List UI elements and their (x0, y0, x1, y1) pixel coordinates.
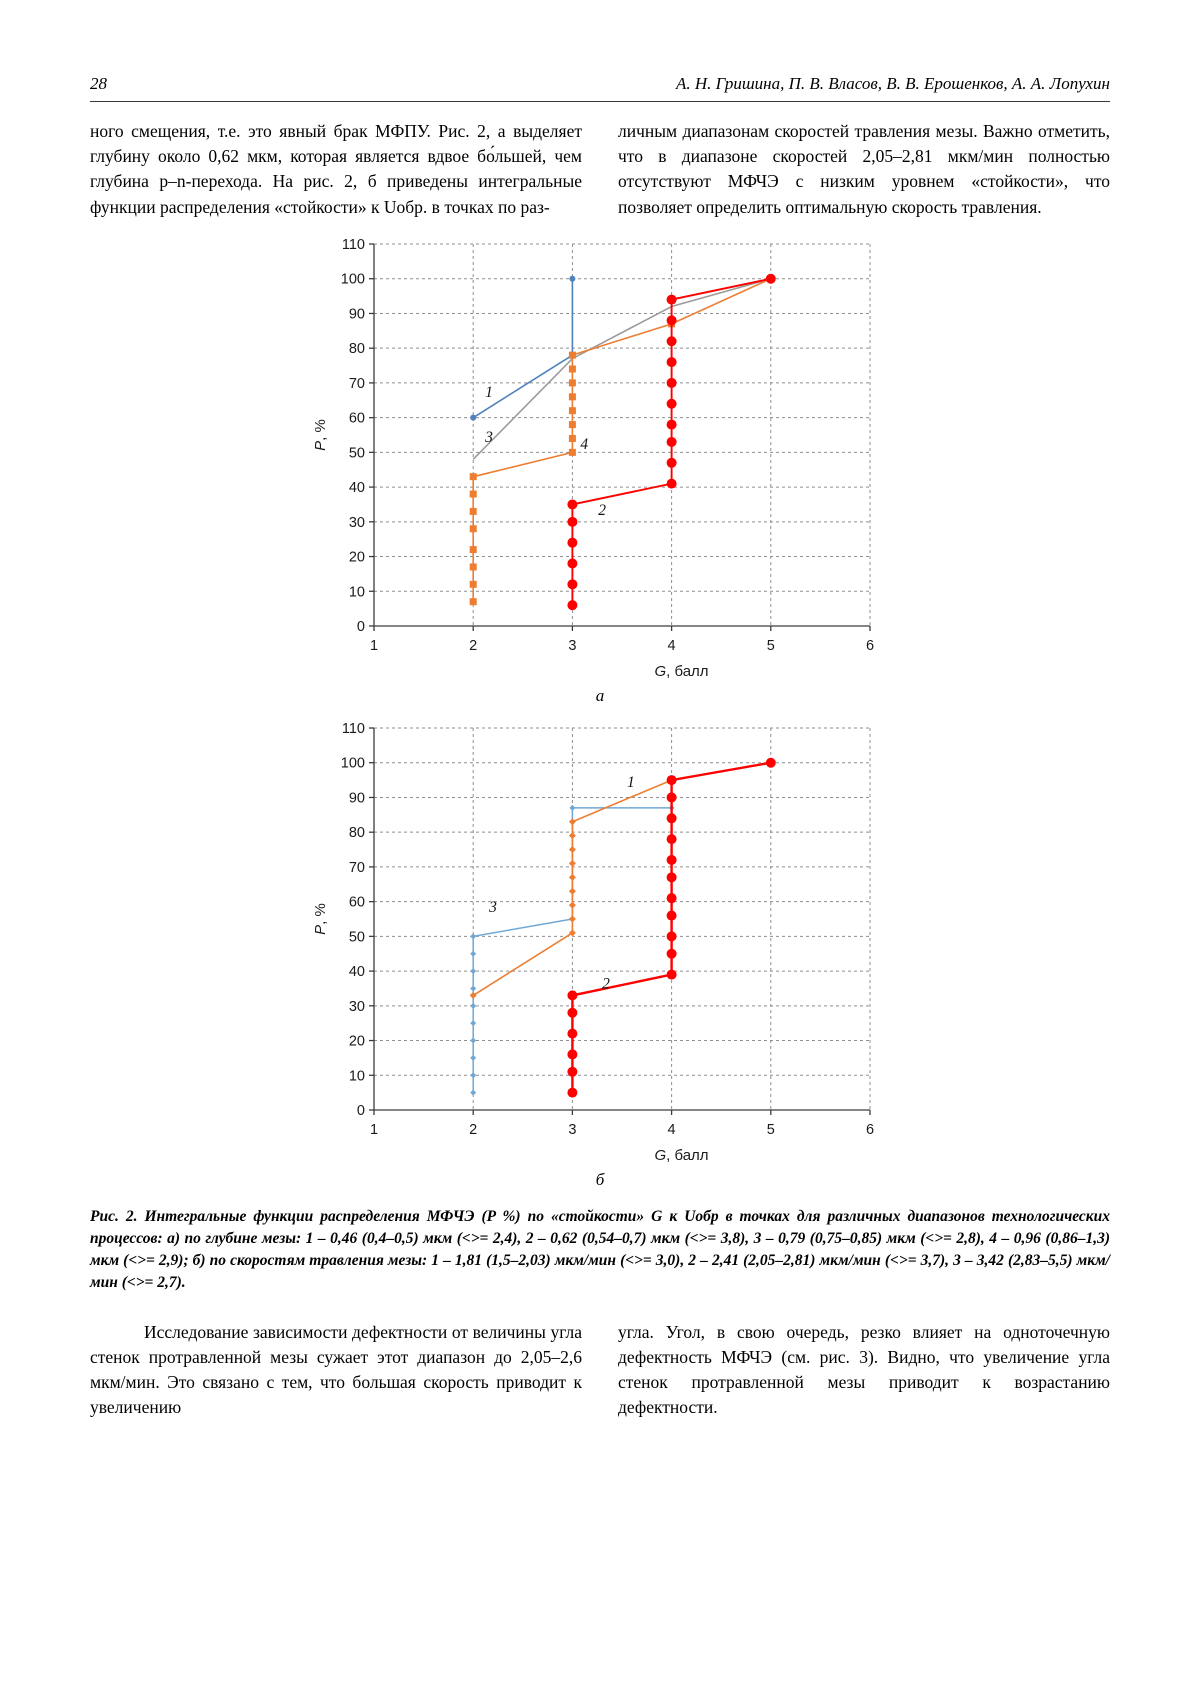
intro-right-column: личным диапазонам скоростей травления мезы. Важно отметить, что в диапазоне скоростей 2,05–2,81 мкм/мин полностью отсутствуют МФЧЭ с низким уровнем «стойкости», что позволяет определить оптимальную скорость травления. (618, 121, 1110, 217)
svg-text:90: 90 (348, 306, 365, 323)
svg-text:6: 6 (865, 1121, 875, 1138)
svg-text:10: 10 (348, 1068, 365, 1085)
page-number: 28 (90, 74, 107, 93)
svg-text:60: 60 (348, 410, 365, 427)
intro-text (90, 119, 1110, 220)
svg-text:70: 70 (348, 375, 365, 392)
svg-text:P, %: P, % (312, 418, 329, 451)
figure-2 (90, 230, 1110, 1294)
svg-text:4: 4 (667, 1121, 676, 1138)
chart-a-sublabel: а (595, 685, 605, 705)
svg-text:5: 5 (766, 1121, 775, 1138)
svg-text:P, %: P, % (312, 902, 329, 935)
svg-text:60: 60 (348, 894, 365, 911)
page-authors: А. Н. Гришина, П. В. Власов, В. В. Ерошенков, А. А. Лопухин (675, 74, 1110, 93)
svg-text:20: 20 (348, 1033, 365, 1050)
svg-text:0: 0 (356, 1102, 365, 1119)
svg-text:3: 3 (568, 1121, 577, 1138)
svg-text:2: 2 (469, 1121, 478, 1138)
svg-text:5: 5 (766, 637, 775, 654)
svg-text:2: 2 (602, 975, 610, 993)
svg-text:4: 4 (667, 637, 676, 654)
outro-text (90, 1320, 1110, 1421)
chart-a (310, 230, 890, 686)
svg-text:40: 40 (348, 479, 365, 496)
svg-text:50: 50 (348, 929, 365, 946)
svg-text:3: 3 (568, 637, 577, 654)
svg-text:G, балл: G, балл (654, 662, 709, 680)
svg-text:1: 1 (369, 1121, 379, 1138)
svg-text:4: 4 (580, 435, 589, 453)
svg-text:G, балл: G, балл (654, 1146, 709, 1164)
chart-b (310, 714, 890, 1170)
header-rule (90, 101, 1110, 102)
svg-text:100: 100 (340, 271, 365, 288)
svg-text:50: 50 (348, 445, 365, 462)
svg-text:6: 6 (865, 637, 875, 654)
svg-text:30: 30 (348, 514, 365, 531)
svg-text:110: 110 (341, 720, 365, 737)
svg-text:1: 1 (626, 773, 635, 791)
outro-left-column: Исследование зависимости дефектности от величины угла стенок протравленной мезы сужает этот диапазон до 2,05–2,6 мкм/мин. Это связано с тем, что большая скорость приводит к увеличению (90, 1321, 582, 1418)
svg-text:70: 70 (348, 859, 365, 876)
svg-text:2: 2 (598, 501, 606, 519)
svg-text:10: 10 (348, 584, 365, 601)
page-header (90, 74, 1110, 94)
svg-text:80: 80 (348, 824, 365, 841)
svg-text:0: 0 (356, 618, 365, 635)
svg-text:100: 100 (340, 755, 365, 772)
figure-caption: Рис. 2. Интегральные функции распределения МФЧЭ (P %) по «стойкости» G к Uобр в точках для различных диапазонов технологических процессов: а) по глубине мезы: 1 – 0,46 (0,4–0,5) мкм (<>= 2,4), 2 – 0,62 (0,54–0,7) мкм (<>= 3,8), 3 – 0,79 (0,75–0,85) мкм (<>= 2,8), 4 – 0,96 (0,86–1,3) мкм (<>= 2,9); б) по скоростям травления мезы: 1 – 1,81 (1,5–2,03) мкм/мин (<>= 3,0), 2 – 2,41 (2,05–2,81) мкм/мин (<>= 3,7), 3 – 3,42 (2,83–5,5) мкм/мин (<>= 2,7). (90, 1207, 1110, 1291)
chart-b-sublabel: б (595, 1169, 605, 1189)
outro-right-column: угла. Угол, в свою очередь, резко влияет на одноточечную дефектность МФЧЭ (см. рис. 3). Видно, что увеличение угла стенок протравленной мезы приводит к возрастанию дефектности. (618, 1321, 1110, 1418)
svg-text:90: 90 (348, 790, 365, 807)
svg-text:1: 1 (485, 383, 493, 401)
intro-left-column: ного смещения, т.е. это явный брак МФПУ. Рис. 2, а выделяет глубину около 0,62 мкм, которая является вдвое бо́льшей, чем глубина p–n-перехода. На рис. 2, б приведены интегральные функции распределения «стойкости» к Uобр. в точках по раз- (90, 121, 582, 217)
svg-text:20: 20 (348, 549, 365, 566)
svg-text:30: 30 (348, 998, 365, 1015)
svg-text:1: 1 (369, 637, 379, 654)
svg-text:110: 110 (341, 236, 365, 253)
svg-text:40: 40 (348, 963, 365, 980)
svg-text:3: 3 (485, 428, 493, 446)
svg-text:2: 2 (469, 637, 478, 654)
svg-text:3: 3 (489, 898, 497, 916)
svg-text:80: 80 (348, 340, 365, 357)
